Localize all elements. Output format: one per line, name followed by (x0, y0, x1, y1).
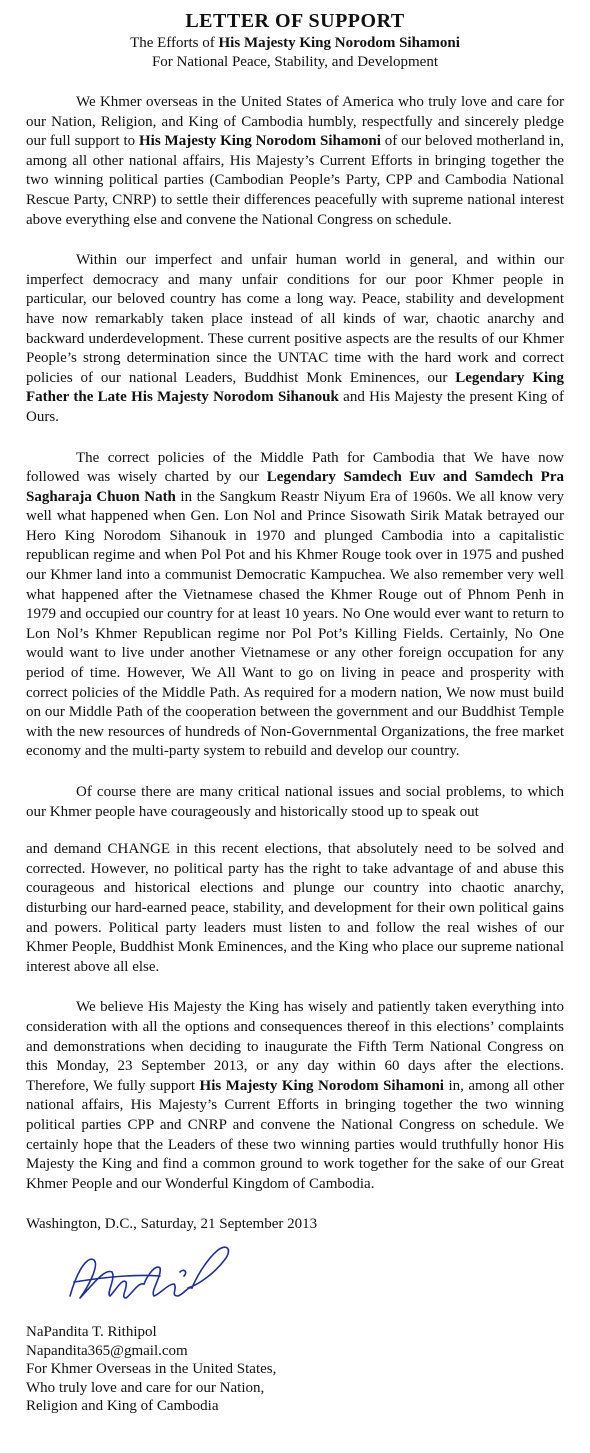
place-and-date: Washington, D.C., Saturday, 21 September 2013 (26, 1216, 318, 1233)
paragraph-5 (26, 998, 564, 1194)
p5-text-2: in, among all other national affairs, His Majesty’s Current Efforts in bringing together the two winning political parties CPP and CNRP and convene the National Congress on schedule. We certainly hope that the Leaders of these two winning parties would truthfully honor His Majesty the King and find a common ground to work together for the sake of our Great Khmer People and our Wonderful Kingdom of Cambodia. (26, 1077, 565, 1192)
signer-email: Napandita365@gmail.com (26, 1342, 188, 1359)
spacer (26, 977, 564, 998)
subtitle-prefix: The Efforts of (130, 35, 219, 51)
p1-text-1: We Khmer overseas in the United States of America who truly love and care for our Nation, Religion, and King of Cambodia humbly, respectfully and sincerely pledge our full support to (26, 94, 564, 150)
p3-bold-1: Legendary Samdech Euv and Samdech Pra Sagharaja Chuon Nath (26, 469, 564, 505)
signer-affiliation-1: For Khmer Overseas in the United States, (26, 1361, 277, 1378)
paragraph-4a: Of course there are many critical national issues and social problems, to which our Khmer people have courageously and historically stood up to speak out (26, 784, 564, 820)
spacer (26, 72, 564, 93)
p2-text-2: and His Majesty the present King of Ours. (26, 389, 564, 425)
p2-bold-1: Legendary King Father the Late His Majesty Norodom Sihanouk (26, 369, 564, 406)
p1-bold-1: His Majesty King Norodom Sihamoni (139, 133, 381, 150)
p5-bold-1: His Majesty King Norodom Sihamoni (199, 1077, 444, 1094)
paragraph-4b: and demand CHANGE in this recent elections, that absolutely need to be solved and corrected. However, no political party has the right to take advantage of and abuse this courageous and historical elections and plunge our country into chaotic anarchy, disturbing our hard-earned peace, stability, and development for their own political gains and powers. Political party leaders must listen to and follow the real wishes of our Khmer People, Buddhist Monk Eminences, and the King who place our supreme national interest above all else. (26, 841, 564, 975)
letter-subtitle-line2: For National Peace, Stability, and Development (151, 54, 439, 70)
subtitle-king-name: His Majesty King Norodom Sihamoni (218, 35, 460, 51)
paragraph-3 (26, 449, 564, 763)
paragraph-2 (26, 251, 564, 427)
spacer (26, 428, 564, 449)
p3-text-2: in the Sangkum Reastr Niyum Era of 1960s. We all know very well what happened when Gen. Lon Nol and Prince Sisowath Sirik Matak betrayed our Hero King Norodom Sihanouk in 1970 and plunged Cambodia into a capitalistic republican regime and when Pol Pot and his Khmer Rouge took over in 1975 and pushed our Khmer land into a communist Democratic Kampuchea. We also remember very well what happened after the Vietnamese chased the Khmer Rouge out of Phnom Penh in 1979 and occupied our country for at least 10 years. No One would ever want to return to Lon Nol’s Khmer Republican regime nor Pol Pot’s Killing Fields. Certainly, No One would want to live under another Vietnamese or any other foreign occupation for any period of time. However, We All Want to go on living in peace and prosperity with correct policies of the Middle Path. As required for a modern nation, We now must build on our Middle Path of the cooperation between the government and our Buddhist Temple with the new resources of hundreds of Non-Governmental Organizations, the free market economy and the multi-party system to rebuild and develop our country. (26, 488, 564, 760)
spacer (26, 230, 564, 251)
signer-name: NaPandita T. Rithipol (26, 1324, 157, 1341)
p3-text-1: The correct policies of the Middle Path for Cambodia that We have now followed was wisely charted by our (26, 449, 564, 486)
paragraph-1 (26, 93, 564, 230)
signer-affiliation-2: Who truly love and care for our Nation, (26, 1379, 265, 1396)
handwritten-signature (60, 1238, 240, 1318)
signer-affiliation-3: Religion and King of Cambodia (26, 1398, 219, 1415)
spacer (26, 1194, 564, 1215)
spacer (26, 762, 564, 783)
letter-title: LETTER OF SUPPORT (185, 10, 405, 32)
p1-text-2: of our beloved motherland in, among all other national affairs, His Majesty’s Current Efforts in bringing together the two winning political parties (Cambodian People’s Party, CPP and Cambodia National Rescue Party, CNRP) to settle their differences peacefully with supreme national interest above everything else and convene the National Congress on schedule. (26, 133, 564, 228)
p5-text-1: We believe His Majesty the King has wisely and patiently taken everything into consideration with all the options and consequences thereof in this elections’ complaints and demonstrations when deciding to inaugurate the Fifth Term National Congress on this Monday, 23 September 2013, or any day within 60 days after the elections. Therefore, We fully support (26, 999, 564, 1094)
spacer (26, 822, 564, 840)
p2-text-1: Within our imperfect and unfair human world in general, and within our imperfect democracy and many unfair conditions for our poor Khmer people in particular, our beloved country has come a long way. Peace, stability and development have now remarkably taken place instead of all kinds of war, chaotic anarchy and backward underdevelopment. These current positive aspects are the results of our Khmer People’s strong determination since the UNTAC time with the hard work and correct policies of our national Leaders, Buddhist Monk Eminences, our (26, 252, 564, 386)
letter-subtitle (26, 34, 564, 53)
